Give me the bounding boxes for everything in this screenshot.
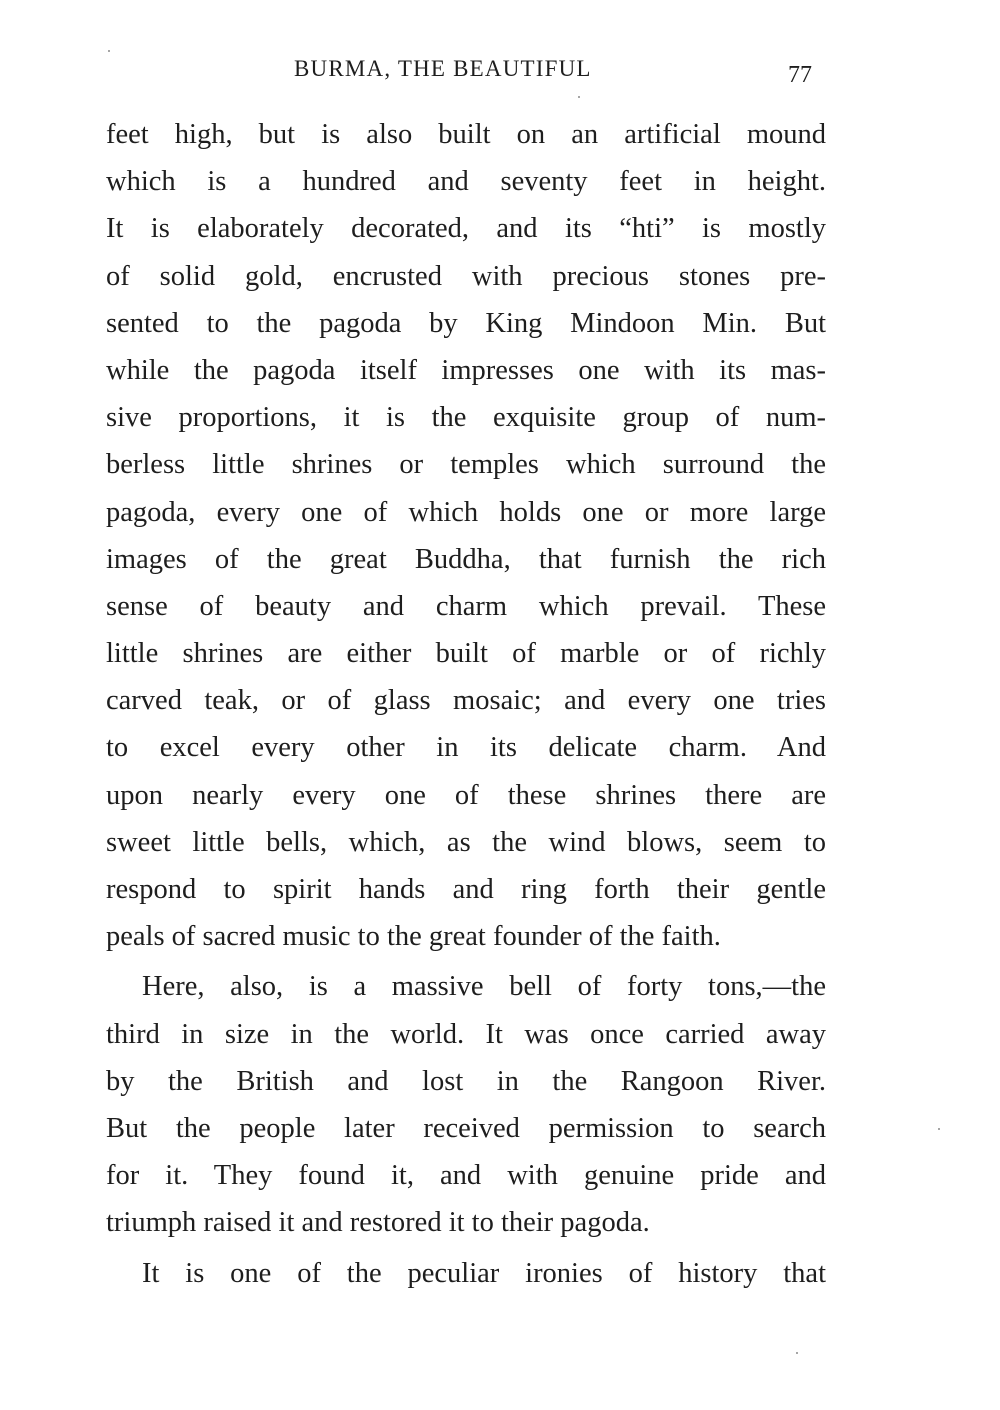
text-line: of solid gold, encrusted with precious stones pre- — [106, 260, 826, 292]
scan-speck — [578, 96, 580, 98]
text-line: upon nearly every one of these shrines there are — [106, 779, 826, 811]
text-line: sive proportions, it is the exquisite group of num- — [106, 402, 826, 434]
text-line: It is elaborately decorated, and its “hti” is mostly — [106, 213, 826, 245]
paragraph-3 — [106, 1250, 826, 1297]
text-line: sense of beauty and charm which prevail. These — [106, 590, 826, 622]
text-line: It is one of the peculiar ironies of history that — [142, 1257, 826, 1289]
text-line: But the people later received permission to search — [106, 1112, 826, 1144]
text-line: for it. They found it, and with genuine pride and — [106, 1160, 826, 1192]
text-line: feet high, but is also built on an artificial mound — [106, 119, 826, 150]
text-line: third in size in the world. It was once carried away — [106, 1018, 826, 1050]
text-line: carved teak, or of glass mosaic; and every one tries — [106, 685, 826, 717]
text-line: pagoda, every one of which holds one or more large — [106, 496, 826, 528]
scan-speck — [796, 1352, 798, 1354]
text-line: respond to spirit hands and ring forth their gentle — [106, 874, 826, 905]
text-line: sweet little bells, which, as the wind blows, seem to — [106, 826, 826, 858]
body-text — [106, 111, 826, 1297]
scan-speck — [938, 1128, 940, 1130]
text-line: by the British and lost in the Rangoon River. — [106, 1065, 826, 1097]
running-title: BURMA, THE BEAUTIFUL — [294, 56, 592, 81]
text-line: which is a hundred and seventy feet in height. — [106, 166, 826, 198]
paragraph-1 — [106, 111, 826, 960]
text-line: while the pagoda itself impresses one with its mas- — [106, 354, 826, 386]
text-line: images of the great Buddha, that furnish the rich — [106, 543, 826, 575]
text-line: peals of sacred music to the great founder of the faith. — [106, 921, 721, 953]
text-line: Here, also, is a massive bell of forty tons,—the — [142, 971, 826, 1003]
running-head — [0, 52, 1000, 92]
page-number: 77 — [788, 62, 812, 88]
scan-speck — [108, 50, 110, 52]
text-line: to excel every other in its delicate charm. And — [106, 732, 826, 764]
paragraph-2 — [106, 963, 826, 1246]
text-line: sented to the pagoda by King Mindoon Min. But — [106, 307, 826, 339]
text-line: berless little shrines or temples which surround the — [106, 449, 826, 481]
text-line: little shrines are either built of marble or of richly — [106, 638, 826, 670]
text-line: triumph raised it and restored it to their pagoda. — [106, 1207, 650, 1239]
